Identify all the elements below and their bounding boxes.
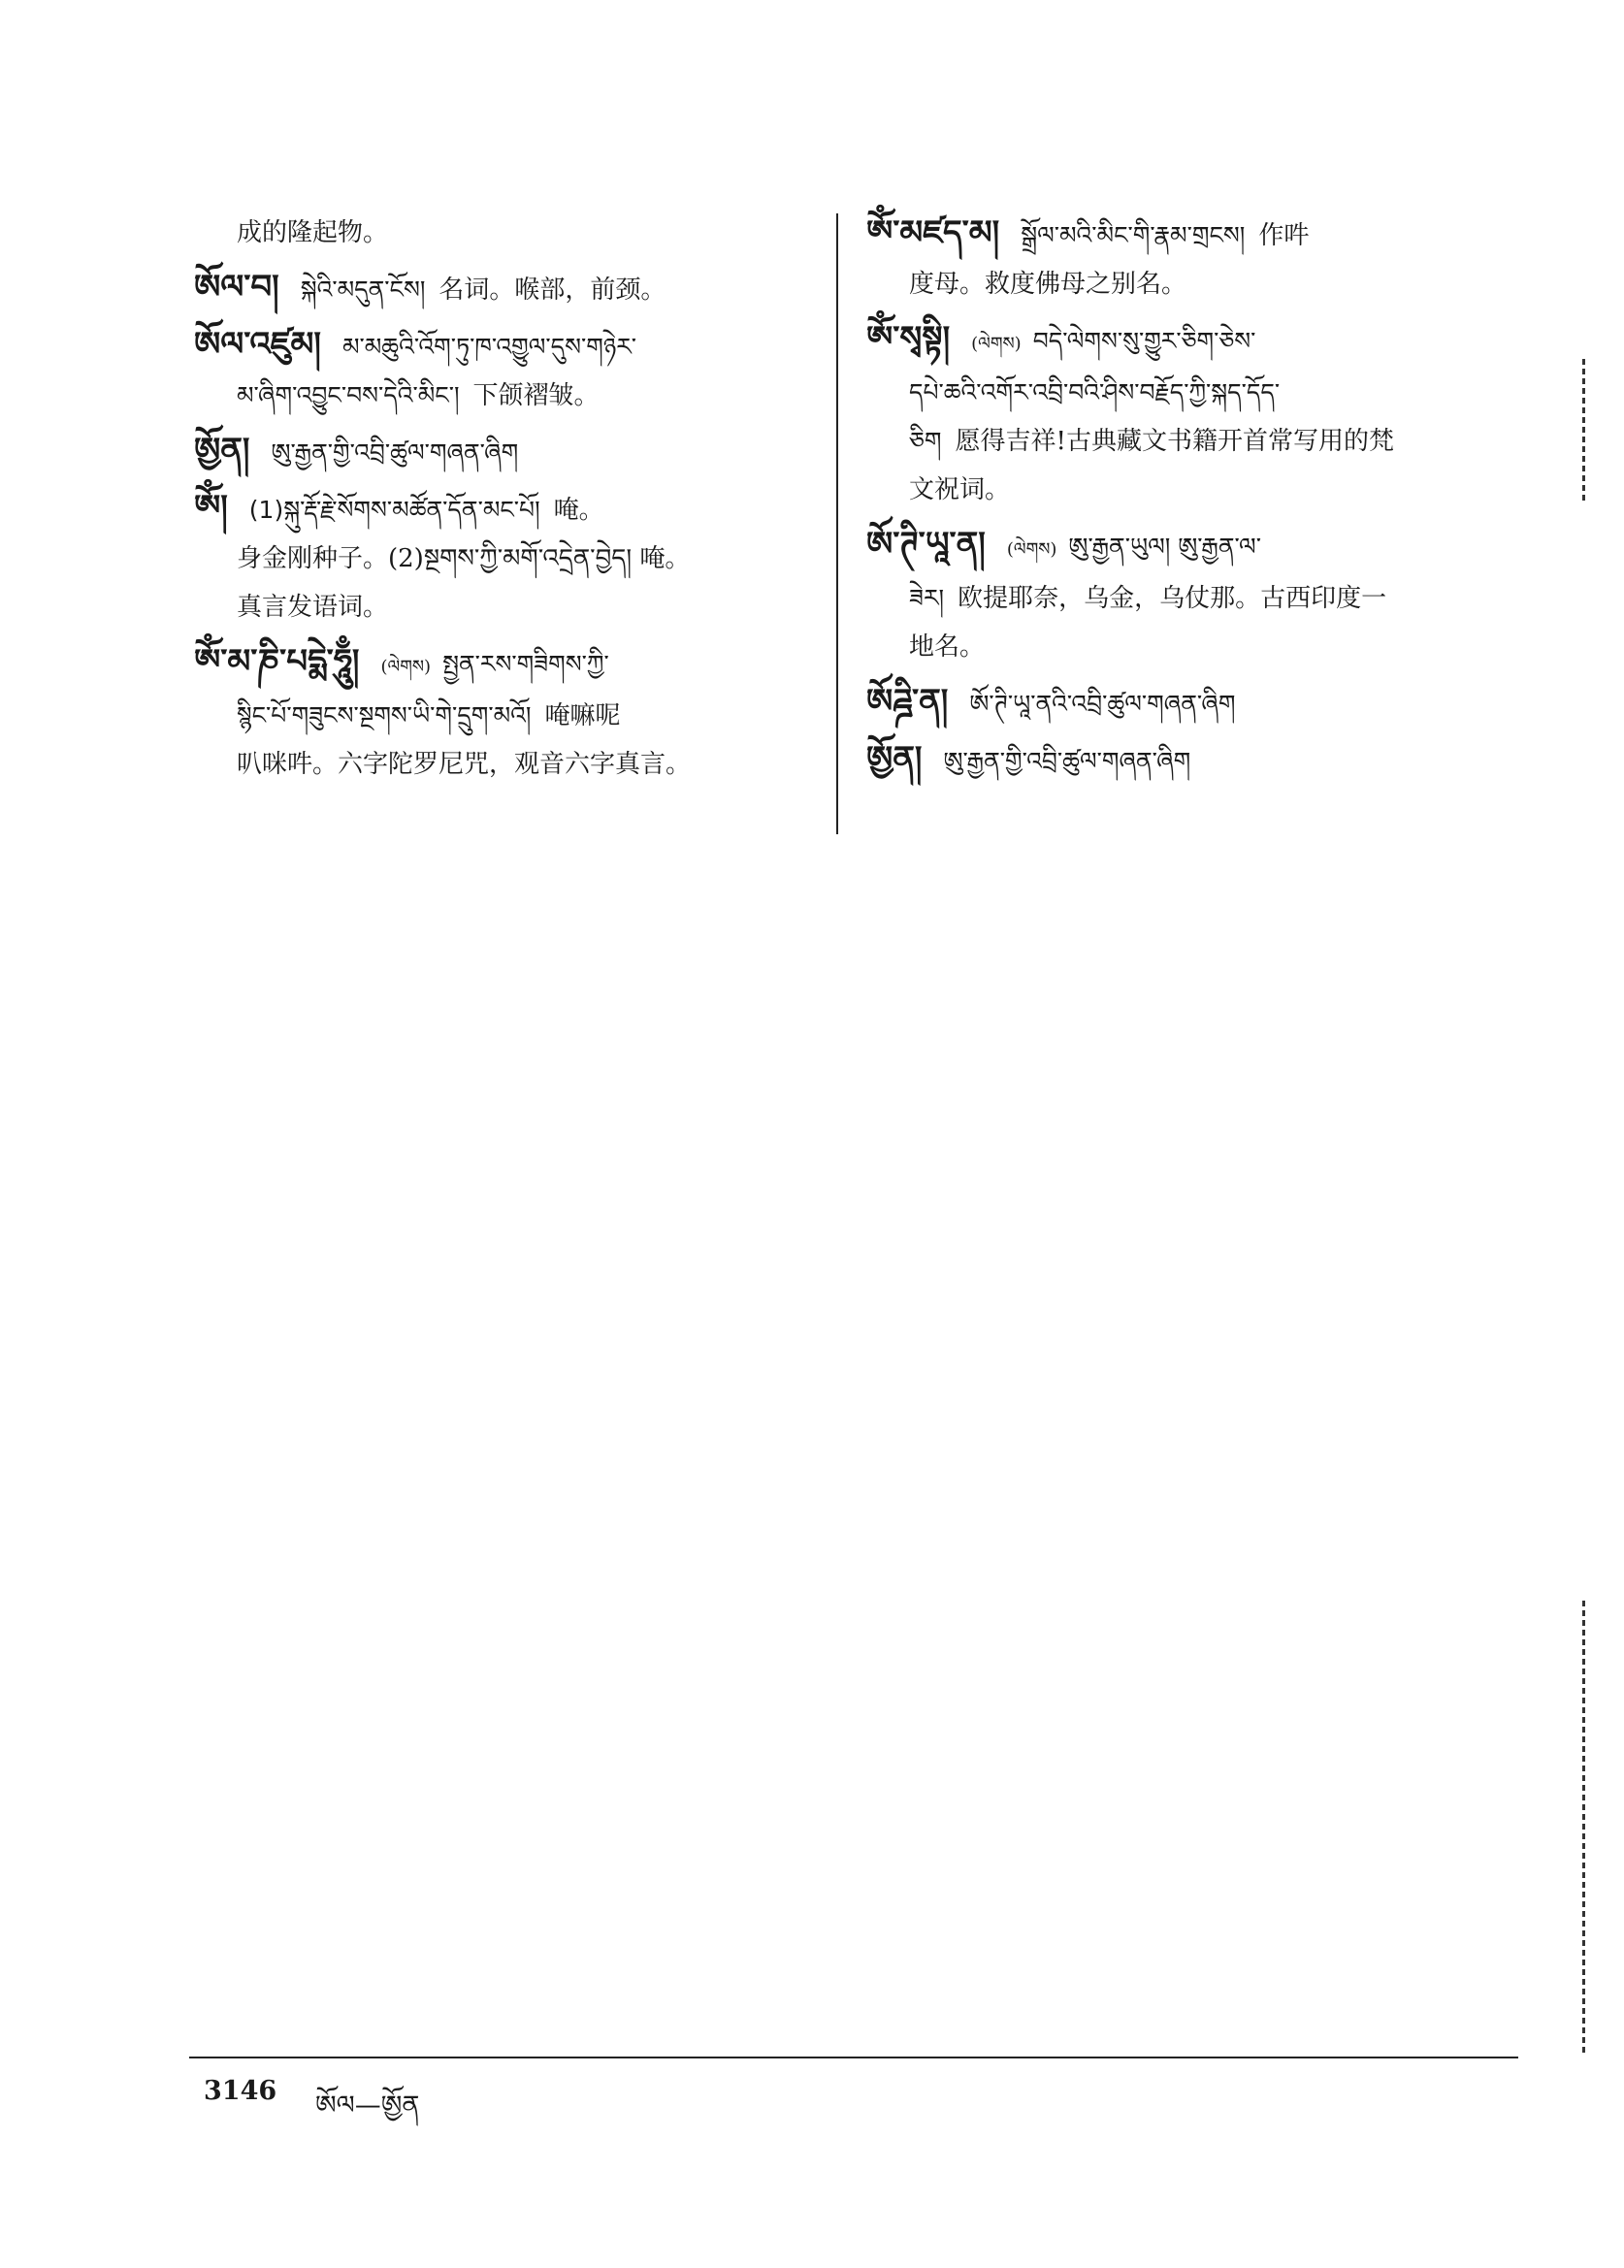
entry-line [866,314,1507,369]
tibetan-definition: སྒྲོལ་མའི་མིང་གི་རྣམ་གྲངས། [1021,221,1246,249]
entry-line [866,520,1507,574]
tibetan-definition: (1)སྐུ་རྡོ་རྗེ་སོགས་མཚོན་དོན་མང་པོ། [248,496,540,524]
entry-line [866,209,1507,260]
chinese-definition: 作吽 [1258,221,1310,250]
headword: ཨྱོན། [194,431,250,470]
entry-line [194,637,815,692]
tibetan-definition: མ་མཆུའི་འོག་ཏུ་ཁ་འགྱུལ་དུས་གཉེར་ [341,333,637,361]
scan-edge-mark [1582,1601,1585,2057]
entry-line [194,372,815,420]
tibetan-definition: མ་ཞིག་འབྱུང་བས་དེའི་མིང་། [237,381,460,409]
headword: ཨོཾ་སྭསྟི། [866,319,951,358]
entry-line [194,535,815,583]
chinese-definition: 叭咪吽。六字陀罗尼咒，观音六字真言。 [237,750,692,779]
chinese-definition: 真言发语词。 [237,593,389,622]
dictionary-entry [866,677,1507,729]
running-head: ཨོལ—ཨྱོན [315,2090,420,2121]
chinese-definition: 度母。救度佛母之别名。 [909,270,1187,299]
left-column [194,209,815,794]
entry-line [194,483,815,535]
chinese-definition: 地名。 [909,632,986,662]
dictionary-entry [194,483,815,632]
headword: ཨོཾ་མ་ཎི་པདྨེ་ཧཱུྃ། [194,642,360,681]
entry-line [194,426,815,477]
tibetan-definition: ཨུ་རྒྱན་ཡུལ། ཨུ་རྒྱན་ལ་ [1068,533,1261,561]
dictionary-entry [194,320,815,420]
column-divider [836,213,838,834]
entry-line [194,692,815,740]
entry-line [866,369,1507,417]
chinese-definition: 名词。喉部，前颈。 [438,275,666,305]
tibetan-definition: སྐེའི་མདུན་ངོས། [300,275,426,304]
entry-line [194,209,815,257]
tibetan-definition: བདེ་ལེགས་སུ་གྱུར་ཅིག་ཅེས་ [1032,327,1256,355]
grammar-tag: (ལེགས) [1006,539,1057,560]
entry-line [866,574,1507,623]
headword: ཨོལ་བ། [194,268,279,307]
dictionary-entry [866,520,1507,671]
entry-line [194,320,815,372]
chinese-definition: 文祝词。 [909,475,1011,504]
tibetan-definition: ཨུ་རྒྱན་གྱི་འབྲི་ཚུལ་གཞན་ཞིག [943,747,1191,775]
tibetan-definition: སྤྱན་རས་གཟིགས་ཀྱི་ [442,650,609,678]
dictionary-entry [866,314,1507,514]
dictionary-entry [194,426,815,477]
chinese-definition: 欧提耶奈，乌金，乌仗那。古西印度一 [958,584,1387,613]
dictionary-entry [866,209,1507,308]
grammar-tag: (ལེགས) [971,334,1022,354]
footer-rule [189,2057,1518,2058]
dictionary-entry [194,209,815,257]
chinese-definition: 唵。 [553,496,604,525]
entry-line [866,623,1507,671]
entry-line [866,734,1507,786]
tibetan-definition: སྙིང་པོ་གཟུངས་སྔགས་ཡི་གེ་དྲུག་མའོ། [237,701,532,729]
tibetan-definition: ཨུ་རྒྱན་གྱི་འབྲི་ཚུལ་གཞན་ཞིག [271,438,519,467]
chinese-definition: 身金刚种子。(2)སྔགས་ཀྱི་མགོ་འདྲེན་བྱེད། 唵。 [237,544,691,573]
entry-line [866,466,1507,514]
headword: ཨོཾ། [194,488,228,527]
right-column [866,209,1507,792]
entry-line [194,263,815,314]
entry-line [866,677,1507,729]
headword: ཨོཌྜི་ན། [866,682,949,721]
tibetan-definition: ཅིག [909,427,942,455]
tibetan-definition: དཔེ་ཆའི་འགོར་འབྲི་བའི་ཤིས་བརྗོད་ཀྱི་སྐད་དོད་ [909,378,1281,406]
scan-edge-mark [1582,359,1585,504]
page-number: 3146 [204,2076,277,2106]
chinese-definition: 成的隆起物。 [237,218,389,247]
headword: ཨྱོན། [866,739,923,778]
headword: ཨོཾ་མཛད་མ། [866,213,1000,252]
headword: ཨོལ་འཛུམ། [194,325,321,364]
dictionary-entry [194,637,815,789]
headword: ཨོ་ཊི་ཡཱ་ན། [866,525,986,564]
entry-line [194,583,815,632]
entry-line [866,417,1507,466]
entry-line [194,740,815,789]
tibetan-definition: ཨོ་ཊི་ཡཱ་ནའི་འབྲི་ཚུལ་གཞན་ཞིག [969,690,1236,718]
entry-line [866,260,1507,308]
chinese-definition: 下颌褶皱。 [472,381,600,410]
chinese-definition: 唵嘛呢 [544,701,621,730]
tibetan-definition: ཟེར། [909,584,945,612]
chinese-definition: 愿得吉祥!古典藏文书籍开首常写用的梵 [955,427,1394,456]
dictionary-entry [866,734,1507,786]
dictionary-entry [194,263,815,314]
grammar-tag: (ལེགས) [380,657,432,677]
